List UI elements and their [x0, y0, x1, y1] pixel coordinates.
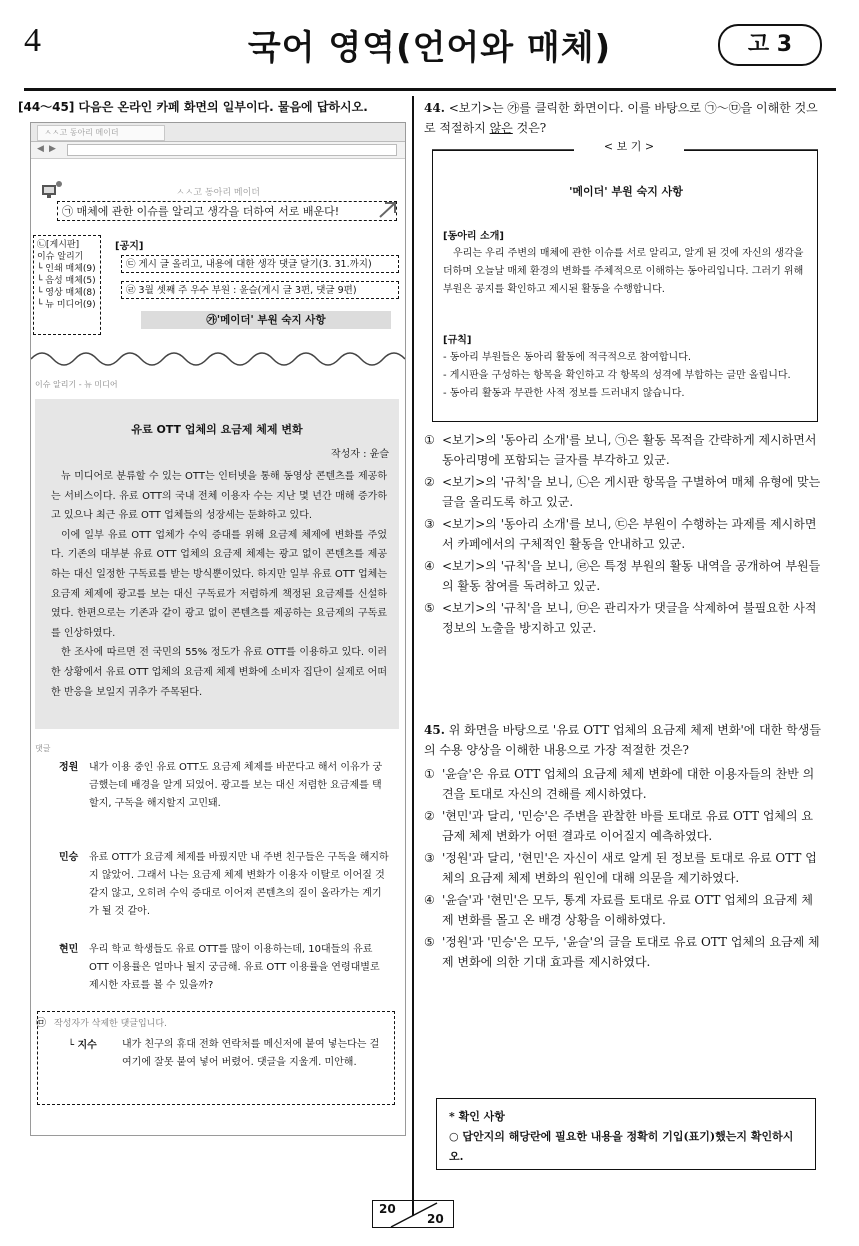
board-title: [게시판] [46, 240, 80, 250]
bogi-rule-item: - 동아리 활동과 무관한 사적 정보를 드러내지 않습니다. [443, 388, 685, 399]
board-menu [33, 235, 101, 335]
board-marker: ㉡ [37, 240, 47, 250]
option-text: '현민'과 달리, '민승'은 주변을 관찰한 바를 토대로 유료 OTT 업체의 요금제 체제 변화가 어떤 결과로 이어질지 예측하였다. [442, 809, 814, 843]
option-text: <보기>의 '규칙'을 보니, ㉡은 게시판 항목을 구별하여 매체 유형에 맞는 글을 올리도록 하고 있군. [442, 475, 821, 509]
deleted-comment-box [37, 1011, 395, 1105]
bogi-label: < 보 기 > [574, 138, 684, 154]
comment-text: 우리 학교 학생들도 유료 OTT를 많이 이용하는데, 10대들의 유료 OTT 이용률은 얼마나 될지 궁금해. 유료 OTT 이용률을 연령대별로 제시한 자료를 볼 수 있을까? [89, 944, 380, 991]
comment-text: 내가 이용 중인 유료 OTT도 요금제 체제를 바꾼다고 해서 이유가 궁금했는데 배경을 알게 되었어. 광고를 보는 대신 저렴한 요금제를 택할지, 구독을 해지할지 고민돼. [89, 762, 383, 809]
comments-label: 댓글 [35, 744, 51, 753]
bogi-title: '메이더' 부원 숙지 사항 [569, 185, 683, 198]
comment-text: 유료 OTT가 요금제 체제를 바꿨지만 내 주변 친구들은 구독을 해지하지 않았어. 그래서 나는 요금제 체제 변화가 이용자 이탈로 이어질 것 같지 않고, 오히려 수익 증대로 이어져 콘텐츠의 질이 올라가는 계기가 될 것 같아. [89, 852, 389, 917]
reply-text: 내가 친구의 휴대 전화 연락처를 메신저에 붙여 넣는다는 걸 여기에 잘못 붙여 넣어 버렸어. 댓글을 지울게. 미안해. [122, 1039, 380, 1068]
wave-divider [31, 345, 405, 369]
question-number: 44. [424, 101, 445, 115]
question-45 [424, 720, 824, 760]
option-number: ④ [424, 559, 435, 573]
notice-label: [공지] [115, 241, 144, 252]
notice-2-marker: ㉣ [126, 285, 136, 296]
q44-options [424, 430, 824, 640]
question-set-intro: [44～45] 다음은 온라인 카페 화면의 일부이다. 물음에 답하시오. [18, 100, 368, 114]
notice-1-text: 게시 글 올리고, 내용에 대한 생각 댓글 달기(3. 31.까지) [138, 259, 372, 270]
article-author: 작성자 : 윤슬 [330, 449, 389, 460]
browser-window [30, 122, 406, 1136]
slogan-marker: ㉠ [62, 205, 73, 218]
option-text: '정원'과 달리, '현민'은 자신이 새로 알게 된 정보를 토대로 유료 OTT 업체의 요금제 체제 변화의 원인에 대해 의문을 제기하였다. [442, 851, 817, 885]
bogi-rule-item: - 동아리 부원들은 동아리 활동에 적극적으로 참여합니다. [443, 352, 692, 363]
answer-option[interactable] [424, 848, 824, 888]
question-stem-end: 것은? [512, 121, 547, 135]
browser-tab[interactable]: ㅅㅅ고 동아리 메이더 [37, 125, 165, 141]
breadcrumb[interactable]: 이슈 알리기 - 뉴 미디어 [35, 380, 118, 389]
question-number: 45. [424, 723, 445, 737]
bogi-intro-head: [동아리 소개] [443, 231, 504, 242]
option-number: ⑤ [424, 935, 435, 949]
answer-option[interactable] [424, 598, 824, 638]
answer-option[interactable] [424, 430, 824, 470]
subject-title: 국어 영역(언어와 매체) [247, 28, 612, 68]
url-field[interactable] [67, 144, 397, 156]
question-stem: 위 화면을 바탕으로 '유료 OTT 업체의 요금제 체제 변화'에 대한 학생들의 수용 양상을 이해한 내용으로 가장 적절한 것은? [424, 723, 821, 757]
comment [59, 941, 389, 995]
deleted-marker: ㉤ [36, 1018, 46, 1029]
page-number: 4 [24, 22, 41, 59]
comment [59, 849, 389, 921]
browser-address-bar [31, 142, 405, 159]
column-divider [412, 96, 414, 1216]
article-title: 유료 OTT 업체의 요금제 체제 변화 [131, 423, 303, 436]
forward-icon[interactable]: ▶ [49, 144, 56, 154]
notice-2-text: 3월 셋째 주 우수 부원 : 윤슬(게시 글 3편, 댓글 9편) [138, 285, 357, 296]
board-item[interactable]: └ 인쇄 매체(9) [37, 264, 96, 274]
notice-1-marker: ㉢ [126, 259, 136, 270]
article-post [35, 399, 399, 729]
total-pages: 20 [427, 1212, 444, 1226]
notice-2[interactable] [121, 281, 399, 299]
board-item[interactable]: 이슈 알리기 [37, 252, 84, 262]
article-body [51, 467, 387, 702]
answer-option[interactable] [424, 556, 824, 596]
option-number: ④ [424, 893, 435, 907]
current-page: 20 [379, 1202, 396, 1216]
option-text: <보기>의 '동아리 소개'를 보니, ㉠은 활동 목적을 간략하게 제시하면서 동아리명에 포함되는 글자를 부각하고 있군. [442, 433, 817, 467]
deleted-note: 작성자가 삭제한 댓글입니다. [54, 1019, 167, 1029]
answer-option[interactable] [424, 890, 824, 930]
article-paragraph: 한 조사에 따르면 전 국민의 55% 정도가 유료 OTT를 이용하고 있다. 이러한 상황에서 유료 OTT 업체의 요금제 체제 변화에 소비자 집단이 실제로 어떠한 반응을 보일지 귀추가 주목된다. [51, 647, 387, 698]
check-text: ○ 답안지의 해당란에 필요한 내용을 정확히 기입(표기)했는지 확인하시오. [449, 1130, 794, 1163]
option-text: <보기>의 '규칙'을 보니, ㉤은 관리자가 댓글을 삭제하여 불필요한 사적 정보의 노출을 방지하고 있군. [442, 601, 817, 635]
article-paragraph: 뉴 미디어로 분류할 수 있는 OTT는 인터넷을 통해 동영상 콘텐츠를 제공하는 서비스이다. 유료 OTT의 국내 전체 이용자 수는 지난 몇 년간 매해 증가하고 있으나 최근 유료 OTT 업체들의 성장세는 둔화하고 있다. [51, 471, 387, 522]
bogi-intro-text: 우리는 우리 주변의 매체에 관한 이슈를 서로 알리고, 알게 된 것에 자신의 생각을 더하며 오늘날 매체 환경의 변화를 주체적으로 이해하는 동아리입니다. 그러기 위해 부원은 공지를 확인하고 제시된 활동을 수행합니다. [443, 248, 804, 295]
bogi-box [432, 150, 818, 422]
option-number: ③ [424, 851, 435, 865]
option-number: ① [424, 433, 435, 447]
browser-tab-bar [31, 123, 405, 142]
answer-option[interactable] [424, 806, 824, 846]
q45-options [424, 764, 824, 974]
option-number: ② [424, 809, 435, 823]
article-paragraph: 이에 일부 유료 OTT 업체가 수익 증대를 위해 요금제 체제에 변화를 주었다. 기존의 대부분 유료 OTT 업체의 요금제 체제는 광고 없이 콘텐츠를 제공하는 대신 일정한 구독료를 받는 방식뿐이었다. 하지만 일부 유료 OTT 업체는 요금제 체제에 광고를 보는 대신 구독료가 저렴하게 책정된 요금제를 신설하였다. 한편으로는 기존과 같이 광고 없이 콘텐츠를 제공하는 요금제의 구독료를 인상하였다. [51, 529, 387, 639]
option-number: ② [424, 475, 435, 489]
question-stem: <보기>는 ㉮를 클릭한 화면이다. 이를 바탕으로 ㉠～㉤을 이해한 것으로 적절하지 [424, 101, 818, 135]
cafe-name: ㅅㅅ고 동아리 메이더 [176, 188, 260, 198]
bogi-rule-item: - 게시판을 구성하는 항목을 확인하고 각 항목의 성격에 부합하는 글만 올립니다. [443, 370, 791, 381]
option-text: '정원'과 '민승'은 모두, '윤슬'의 글을 토대로 유료 OTT 업체의 요금제 체제 변화에 의한 기대 효과를 제시하였다. [442, 935, 820, 969]
header-rule [24, 88, 836, 91]
answer-option[interactable] [424, 472, 824, 512]
comment-author: 민승 [59, 852, 79, 863]
option-number: ① [424, 767, 435, 781]
rules-link[interactable]: ㉮'메이더' 부원 숙지 사항 [141, 311, 391, 329]
board-item[interactable]: └ 음성 매체(5) [37, 276, 96, 286]
reply-author: └ 지수 [68, 1040, 97, 1051]
answer-option[interactable] [424, 514, 824, 554]
option-text: <보기>의 '규칙'을 보니, ㉣은 특정 부원의 활동 내역을 공개하여 부원들의 활동 참여를 독려하고 있군. [442, 559, 821, 593]
back-icon[interactable]: ◀ [37, 144, 44, 154]
question-44 [424, 98, 824, 138]
option-text: <보기>의 '동아리 소개'를 보니, ㉢은 부원이 수행하는 과제를 제시하면서 카페에서의 구체적인 활동을 안내하고 있군. [442, 517, 817, 551]
option-number: ③ [424, 517, 435, 531]
comment-author: 현민 [59, 944, 79, 955]
answer-option[interactable] [424, 932, 824, 972]
question-stem-emphasis: 않은 [489, 121, 513, 135]
check-title: * 확인 사항 [449, 1110, 505, 1123]
comment [59, 759, 389, 813]
option-text: '윤슬'은 유료 OTT 업체의 요금제 체제 변화에 대한 이용자들의 찬반 의견을 토대로 자신의 견해를 제시하였다. [442, 767, 815, 801]
board-item[interactable]: └ 뉴 미디어(9) [37, 300, 96, 310]
grade-badge: 고 3 [718, 24, 822, 66]
notice-1[interactable] [121, 255, 399, 273]
slogan-text: 매체에 관한 이슈를 알리고 생각을 더하여 서로 배운다! [76, 205, 340, 218]
comment-author: 정원 [59, 762, 79, 773]
option-number: ⑤ [424, 601, 435, 615]
cafe-slogan [57, 201, 397, 221]
board-item[interactable]: └ 영상 매체(8) [37, 288, 96, 298]
page-counter [372, 1200, 454, 1228]
bogi-rules [443, 349, 807, 403]
check-notice-box [436, 1098, 816, 1170]
option-text: '윤슬'과 '현민'은 모두, 통계 자료를 토대로 유료 OTT 업체의 요금제 체제 변화를 몰고 온 배경 상황을 이해하였다. [442, 893, 814, 927]
answer-option[interactable] [424, 764, 824, 804]
bogi-rules-head: [규칙] [443, 335, 472, 346]
